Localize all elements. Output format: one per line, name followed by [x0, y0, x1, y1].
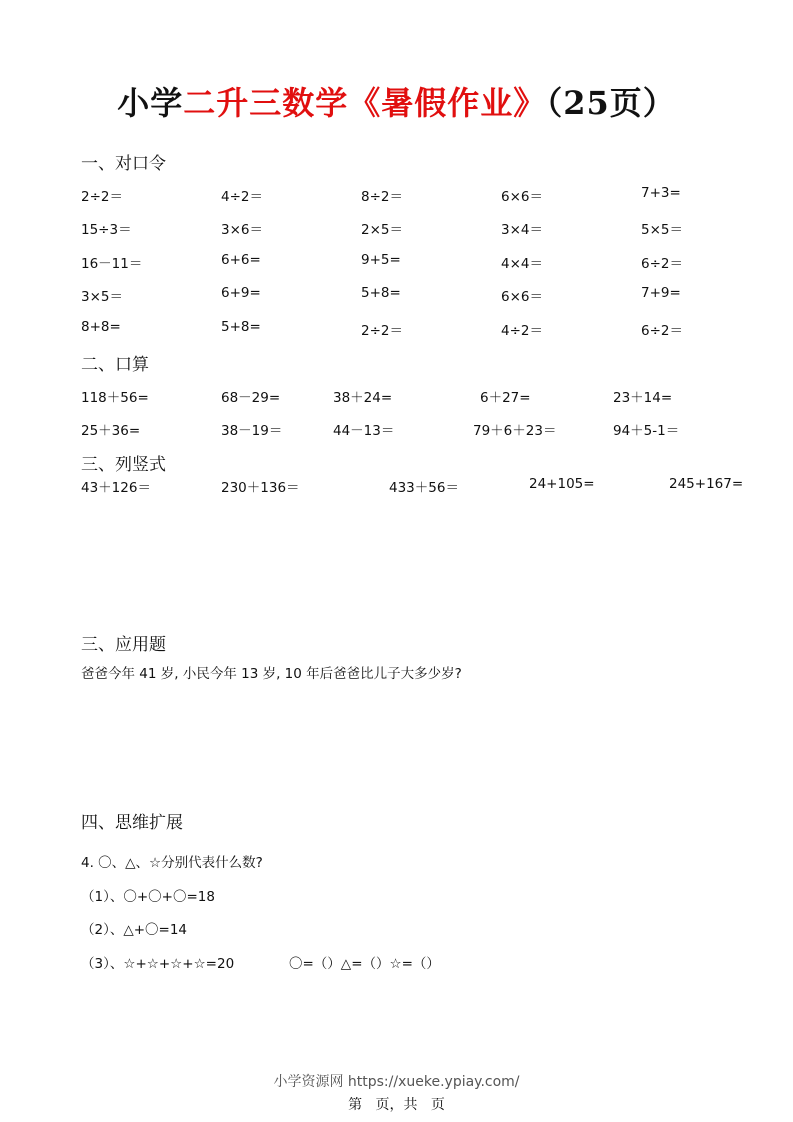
problem: 6÷2＝	[641, 255, 683, 272]
problem: 6+9=	[221, 285, 261, 302]
problem: 3×6＝	[221, 222, 263, 239]
problem: 94＋5-1＝	[613, 423, 680, 440]
section-2-heading: 二、口算	[81, 355, 149, 375]
problem: 5×5＝	[641, 222, 683, 239]
problem: 16－11＝	[81, 255, 143, 272]
problem: 38－19＝	[221, 423, 283, 440]
puzzle-line: （2）、△+〇=14	[81, 922, 188, 938]
problem: 6＋27=	[480, 390, 531, 406]
problem: 43＋126＝	[81, 480, 151, 496]
section-5-heading: 四、思维扩展	[81, 813, 183, 833]
footer-watermark: 小学资源网 https://xueke.ypiay.com/	[273, 1074, 520, 1090]
puzzle-line: （1）、〇+〇+〇=18	[81, 889, 215, 905]
problem: 7+3=	[641, 185, 681, 201]
title-part-2: 二升三数学《暑假作业》	[183, 84, 547, 122]
problem: 24+105=	[529, 476, 595, 492]
word-problem: 爸爸今年 41 岁, 小民今年 13 岁, 10 年后爸爸比儿子大多少岁?	[81, 666, 462, 682]
problem: 2÷2＝	[81, 189, 123, 205]
section-1-heading: 一、对口令	[81, 154, 166, 174]
problem: 5+8=	[361, 285, 401, 302]
problem: 245+167=	[669, 476, 744, 492]
page-title	[0, 78, 793, 124]
problem: 4÷2＝	[501, 322, 543, 339]
problem: 9+5=	[361, 251, 401, 268]
puzzle-answer: 〇=（）△=（）☆=（）	[289, 956, 440, 972]
problem: 4÷2＝	[221, 189, 263, 205]
problem: 25＋36=	[81, 423, 141, 440]
problem: 8+8=	[81, 318, 121, 335]
problem: 3×4＝	[501, 222, 543, 239]
page-counter: 第 页，共 页	[348, 1097, 445, 1113]
problem: 23＋14=	[613, 390, 673, 406]
section-4-heading: 三、应用题	[81, 635, 166, 655]
problem: 6×6＝	[501, 289, 543, 306]
problem: 8÷2＝	[361, 189, 403, 205]
problem: 44－13＝	[333, 423, 395, 440]
problem: 79＋6＋23＝	[473, 423, 557, 440]
problem: 4×4＝	[501, 255, 543, 272]
problem: 6×6＝	[501, 189, 543, 205]
title-part-1: 小学	[117, 84, 184, 122]
puzzle-question: 4. 〇、△、☆分别代表什么数?	[81, 855, 263, 871]
problem: 3×5＝	[81, 289, 123, 306]
puzzle-line: （3）、☆+☆+☆+☆=20	[81, 956, 235, 972]
section-3-heading: 三、列竖式	[81, 455, 166, 475]
problem: 2×5＝	[361, 222, 403, 239]
problem: 118＋56=	[81, 390, 149, 406]
problem: 68－29=	[221, 390, 281, 406]
problem: 433＋56＝	[389, 480, 459, 496]
problem: 15÷3＝	[81, 222, 132, 239]
title-part-3: （25页）	[546, 84, 676, 122]
problem: 2÷2＝	[361, 322, 403, 339]
problem: 5+8=	[221, 318, 261, 335]
problem: 7+9=	[641, 285, 681, 302]
problem: 6÷2＝	[641, 322, 683, 339]
problem: 38＋24=	[333, 390, 393, 406]
problem: 230＋136＝	[221, 480, 300, 496]
problem: 6+6=	[221, 251, 261, 268]
